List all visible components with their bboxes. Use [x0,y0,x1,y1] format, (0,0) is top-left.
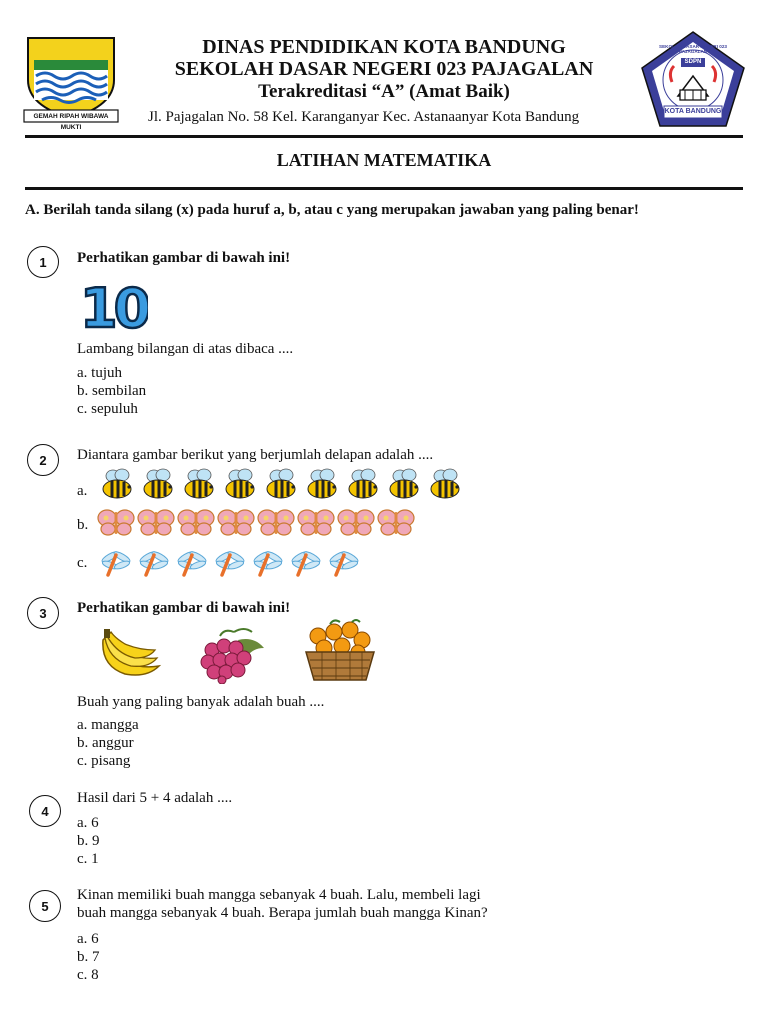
bee-icon [304,468,340,500]
option-c[interactable]: c. sepuluh [77,401,138,417]
option-b[interactable]: b. 9 [77,833,100,849]
option-a[interactable]: a. [77,483,88,499]
option-a[interactable]: a. 6 [77,815,99,831]
emblem-banner-text: KOTA BANDUNG [664,108,722,115]
option-b[interactable]: b. [77,517,89,533]
dragonfly-icon [328,549,360,577]
header-agency: DINAS PENDIDIKAN KOTA BANDUNG [202,36,566,58]
dragonfly-icon [290,549,322,577]
question-text: Lambang bilangan di atas dibaca .... [77,341,294,357]
grapes-image [198,626,268,684]
banana-image [95,626,165,682]
header-divider [25,135,743,138]
dragonfly-images-row [100,549,360,577]
dragonfly-icon [214,549,246,577]
school-emblem-logo [640,30,746,130]
bee-icon [222,468,258,500]
option-a[interactable]: a. mangga [77,717,139,733]
page-title: LATIHAN MATEMATIKA [276,150,492,170]
bee-icon [181,468,217,500]
number-ten-image [78,278,148,332]
butterfly-icon [257,508,295,536]
bee-icon [345,468,381,500]
bee-icon [263,468,299,500]
bee-icon [140,468,176,500]
option-a[interactable]: a. tujuh [77,365,122,381]
emblem-ring-text: SEKOLAH DASAR NEGERI 023 PAJAGALAN [659,44,727,54]
title-divider [25,187,743,190]
bee-icon [386,468,422,500]
question-number: 2 [27,444,59,476]
number-ten-glyph: 10 [80,278,148,332]
option-c[interactable]: c. pisang [77,753,131,769]
question-number: 3 [27,597,59,629]
bee-icon [427,468,463,500]
question-number: 1 [27,246,59,278]
dragonfly-icon [252,549,284,577]
option-c[interactable]: c. 8 [77,967,99,983]
butterfly-images-row [97,508,415,536]
question-text: Diantara gambar berikut yang berjumlah delapan adalah .... [77,447,434,463]
butterfly-icon [337,508,375,536]
option-a[interactable]: a. 6 [77,931,99,947]
butterfly-icon [97,508,135,536]
header-accreditation: Terakreditasi “A” (Amat Baik) [258,81,510,102]
question-number: 4 [29,795,61,827]
option-c[interactable]: c. 1 [77,851,99,867]
butterfly-icon [297,508,335,536]
question-number: 5 [29,890,61,922]
emblem-badge-text: SDPN [684,59,702,65]
question-text: Hasil dari 5 + 4 adalah .... [77,790,233,806]
section-instruction: A. Berilah tanda silang (x) pada huruf a, b, atau c yang merupakan jawaban yang paling benar! [25,202,639,218]
question-prompt: Perhatikan gambar di bawah ini! [77,250,291,266]
question-text: Buah yang paling banyak adalah buah .... [77,694,325,710]
option-b[interactable]: b. anggur [77,735,134,751]
butterfly-icon [177,508,215,536]
question-prompt: Perhatikan gambar di bawah ini! [77,600,291,616]
logo-motto: GEMAH RIPAH WIBAWA MUKTI [33,113,109,131]
option-c[interactable]: c. [77,555,88,571]
bee-icon [99,468,135,500]
bee-images-row [99,468,463,500]
butterfly-icon [137,508,175,536]
option-b[interactable]: b. sembilan [77,383,147,399]
question-text-line2: buah mangga sebanyak 4 buah. Berapa jumlah buah mangga Kinan? [77,905,488,921]
header-address: Jl. Pajagalan No. 58 Kel. Karanganyar Kec. Astanaanyar Kota Bandung [148,109,580,125]
orange-basket-image [302,618,378,684]
header-school-name: SEKOLAH DASAR NEGERI 023 PAJAGALAN [174,58,594,80]
butterfly-icon [217,508,255,536]
dragonfly-icon [138,549,170,577]
butterfly-icon [377,508,415,536]
dragonfly-icon [176,549,208,577]
question-text-line1: Kinan memiliki buah mangga sebanyak 4 buah. Lalu, membeli lagi [77,887,481,903]
dragonfly-icon [100,549,132,577]
option-b[interactable]: b. 7 [77,949,100,965]
